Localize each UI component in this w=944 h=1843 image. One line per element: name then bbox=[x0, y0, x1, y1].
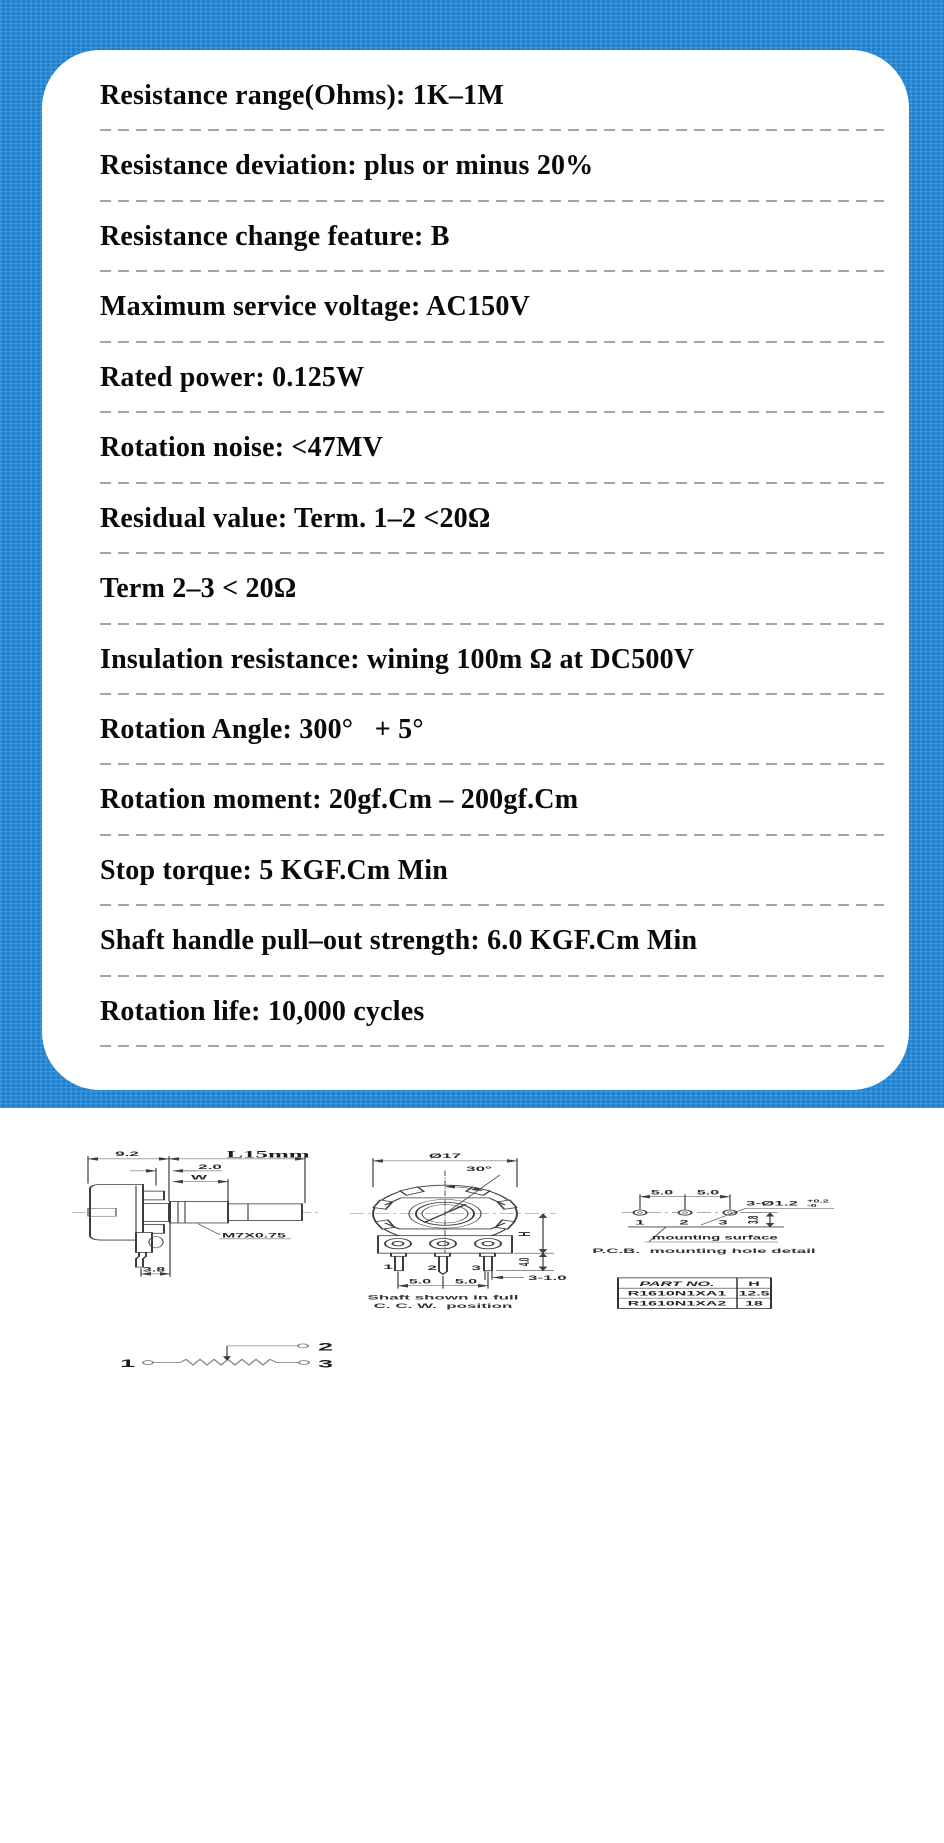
spec-text: Maximum service voltage: AC150V bbox=[100, 291, 530, 323]
schematic-terminal-3-label: 3 bbox=[318, 1357, 334, 1370]
spec-text: Resistance change feature: B bbox=[100, 220, 450, 252]
spec-text: Rotation Angle: 300° + 5° bbox=[100, 713, 424, 745]
spec-text: Residual value: Term. 1–2 <20Ω bbox=[100, 502, 491, 534]
pcb-tolerance-plus: +0.2 bbox=[806, 1198, 829, 1204]
table-header-h: H bbox=[748, 1280, 760, 1288]
mounting-surface-label: mounting surface bbox=[652, 1234, 778, 1242]
spec-text: Rotation moment: 20gf.Cm – 200gf.Cm bbox=[100, 784, 579, 816]
schematic-terminal-2-node bbox=[298, 1344, 308, 1348]
spec-text: Rotation life: 10,000 cycles bbox=[100, 995, 425, 1027]
table-cell-part2: R1610N1XA2 bbox=[627, 1299, 727, 1308]
resistor-zigzag bbox=[180, 1359, 277, 1365]
spec-row bbox=[100, 61, 884, 131]
spec-row bbox=[100, 413, 884, 483]
spec-text: Stop torque: 5 KGF.Cm Min bbox=[100, 854, 449, 886]
spec-text: Shaft handle pull–out strength: 6.0 KGF.Cm Min bbox=[100, 925, 698, 957]
front-view-drawing bbox=[350, 1152, 567, 1310]
spec-row bbox=[100, 202, 884, 272]
thread-spec-label: M7X0.75 bbox=[221, 1231, 286, 1239]
front-pin1-label: 1 bbox=[383, 1262, 393, 1271]
pcb-hole3-label: 3 bbox=[718, 1218, 728, 1227]
spec-row bbox=[100, 343, 884, 413]
table-cell-h1: 12.5 bbox=[738, 1289, 770, 1298]
dim-label-2-0: 2.0 bbox=[198, 1162, 222, 1171]
front-view-caption-1: Shaft shown in full bbox=[367, 1293, 519, 1301]
spec-row bbox=[100, 131, 884, 201]
schematic-terminal-1-node bbox=[143, 1361, 153, 1365]
table-header-part-no: PART NO. bbox=[639, 1280, 715, 1288]
spec-row bbox=[100, 695, 884, 765]
spec-row bbox=[100, 906, 884, 976]
dim-label-3-8: 3.8 bbox=[142, 1265, 166, 1274]
potentiometer-schematic bbox=[120, 1341, 333, 1370]
pcb-hole2-label: 2 bbox=[679, 1218, 689, 1227]
side-view-drawing bbox=[72, 1149, 322, 1276]
spec-text: Resistance deviation: plus or minus 20% bbox=[100, 150, 594, 182]
spec-list bbox=[100, 61, 884, 1047]
dim-label-5-0-right: 5.0 bbox=[454, 1277, 478, 1285]
dim-label-H: H bbox=[514, 1231, 534, 1237]
dim-label-30deg: 30° bbox=[466, 1164, 492, 1173]
spec-row bbox=[100, 484, 884, 554]
table-cell-h2: 18 bbox=[745, 1299, 763, 1308]
dim-label-4-0: 4.0 bbox=[517, 1257, 533, 1267]
technical-drawing bbox=[0, 1110, 944, 1843]
schematic-terminal-3-node bbox=[299, 1361, 309, 1365]
pcb-dim-3-8: 3.8 bbox=[746, 1215, 762, 1224]
schematic-terminal-1-label: 1 bbox=[119, 1357, 135, 1370]
dim-label-9-2: 9.2 bbox=[115, 1149, 139, 1158]
pcb-hole-detail-drawing bbox=[592, 1189, 834, 1255]
spec-row bbox=[100, 836, 884, 906]
pcb-hole-spec-label: 3-Ø1.2 bbox=[745, 1199, 798, 1208]
spec-text: Rated power: 0.125W bbox=[100, 361, 365, 393]
pcb-hole1-label: 1 bbox=[635, 1218, 645, 1227]
pcb-dim-5-0-left: 5.0 bbox=[650, 1188, 674, 1196]
spec-text: Insulation resistance: wining 100m Ω at DC500V bbox=[100, 643, 695, 675]
dim-label-W: W bbox=[190, 1173, 208, 1182]
dim-label-5-0-left: 5.0 bbox=[408, 1277, 432, 1285]
front-pin3-label: 3 bbox=[471, 1263, 481, 1272]
dim-label-L15mm: L15mm bbox=[226, 1149, 310, 1161]
spec-row bbox=[100, 272, 884, 342]
spec-text: Term 2–3 < 20Ω bbox=[100, 573, 297, 605]
dim-label-3-1-0: 3-1.0 bbox=[528, 1273, 567, 1282]
front-pin2-label: 2 bbox=[427, 1263, 437, 1272]
spec-text: Rotation noise: <47MV bbox=[100, 432, 384, 464]
spec-row bbox=[100, 977, 884, 1047]
spec-card bbox=[42, 50, 909, 1090]
wiper-arrow bbox=[223, 1356, 231, 1360]
pcb-dim-5-0-right: 5.0 bbox=[696, 1188, 720, 1196]
spec-row bbox=[100, 554, 884, 624]
schematic-terminal-2-label: 2 bbox=[318, 1341, 334, 1354]
spec-text: Resistance range(Ohms): 1K–1M bbox=[100, 80, 504, 111]
dim-label-dia17: Ø17 bbox=[428, 1151, 462, 1160]
table-cell-part1: R1610N1XA1 bbox=[627, 1289, 727, 1298]
spec-row bbox=[100, 765, 884, 835]
spec-row bbox=[100, 625, 884, 695]
pcb-tolerance-minus: -0 bbox=[806, 1202, 817, 1209]
pcb-detail-caption: P.C.B. mounting hole detail bbox=[592, 1246, 816, 1255]
part-number-table bbox=[618, 1278, 771, 1309]
front-view-caption-2: C. C. W. position bbox=[373, 1301, 513, 1310]
